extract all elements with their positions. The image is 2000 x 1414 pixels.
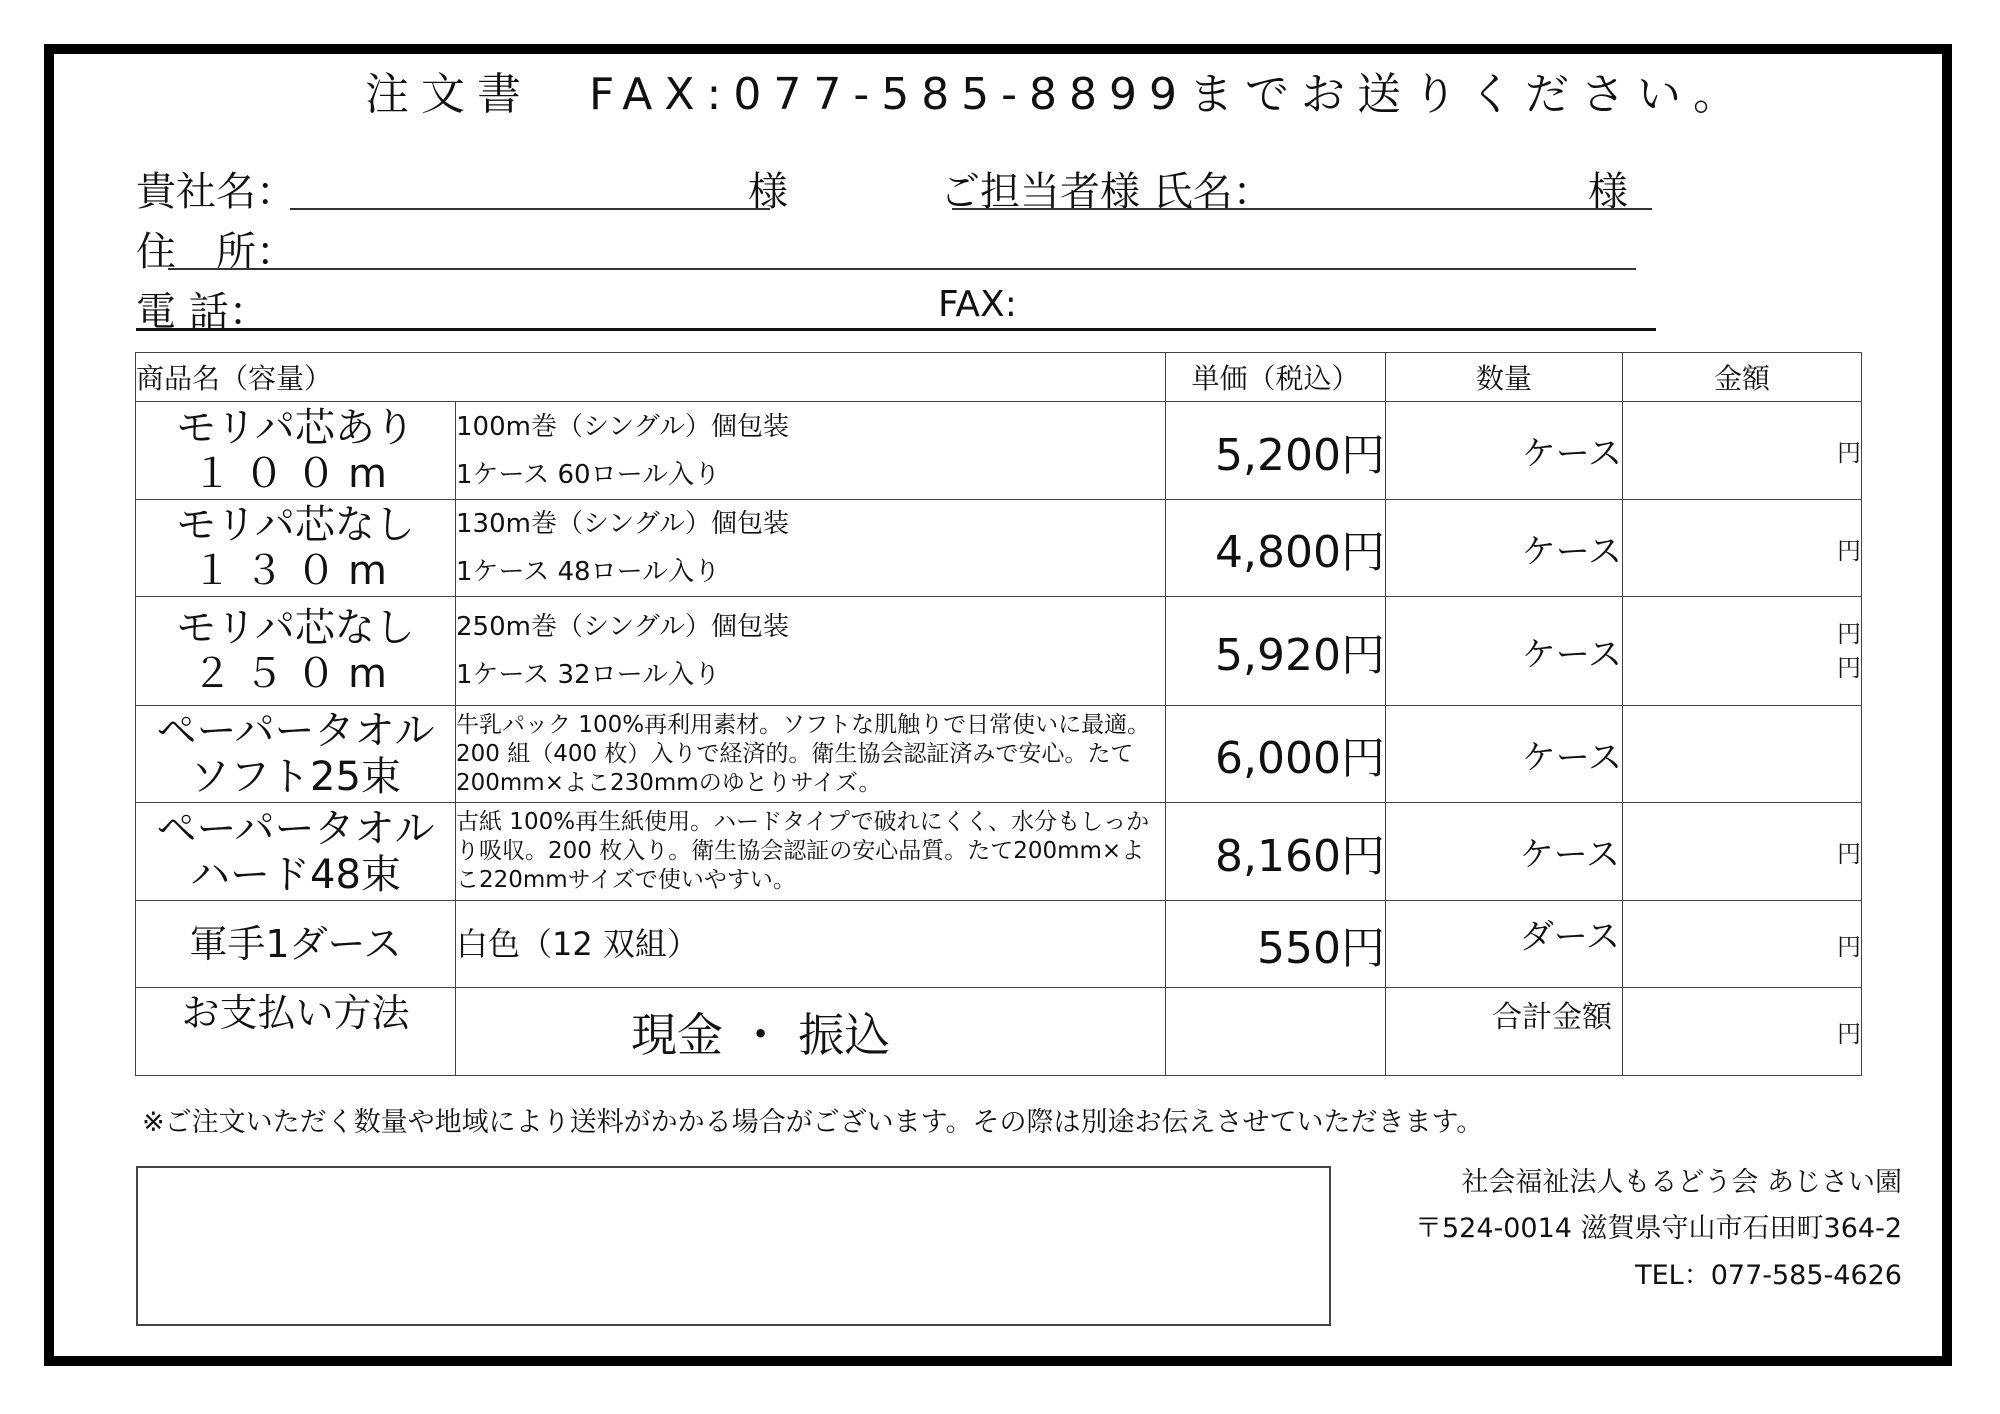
- table-row: [136, 900, 1862, 987]
- company-label: 貴社名：: [136, 169, 296, 215]
- amount-cell[interactable]: 円: [1623, 900, 1862, 987]
- total-amount-cell[interactable]: 円: [1623, 988, 1862, 1076]
- unit-price: 8,160円: [1166, 803, 1386, 901]
- product-name: モリパ芯あり １００m: [136, 402, 456, 500]
- unit-price: 550円: [1166, 900, 1386, 987]
- product-description: 白色（12 双組）: [456, 900, 1166, 987]
- quantity-cell[interactable]: ケース: [1386, 705, 1623, 803]
- header-amount: 金額: [1623, 353, 1862, 402]
- company-honorific: 様: [748, 169, 788, 215]
- header-unit-price: 単価（税込）: [1166, 353, 1386, 402]
- remarks-box[interactable]: [136, 1166, 1331, 1326]
- product-name: ペーパータオル ソフト25束: [136, 705, 456, 803]
- quantity-cell[interactable]: ケース: [1386, 499, 1623, 597]
- unit-price: 4,800円: [1166, 499, 1386, 597]
- amount-cell[interactable]: 円: [1623, 803, 1862, 901]
- phone-label: 電 話：: [136, 289, 269, 335]
- table-row: [136, 597, 1862, 706]
- contact-honorific: 様: [1588, 169, 1628, 215]
- contact-label: ご担当者様 氏名：: [940, 169, 1273, 215]
- organization-name: 社会福祉法人もるどう会 あじさい園: [1461, 1167, 1902, 1198]
- quantity-cell[interactable]: ダース: [1386, 900, 1623, 987]
- fax-label: FAX:: [938, 284, 1017, 325]
- quantity-cell[interactable]: ケース: [1386, 402, 1623, 500]
- order-table: [135, 352, 1862, 1076]
- product-description: 250m巻（シングル）個包装 1ケース 32ロール入り: [456, 597, 1166, 706]
- address-field[interactable]: [168, 268, 1636, 270]
- payment-options[interactable]: 現金 ・ 振込: [456, 988, 1166, 1076]
- table-row: [136, 803, 1862, 901]
- table-row: [136, 402, 1862, 500]
- amount-cell[interactable]: 円: [1623, 402, 1862, 500]
- product-name: モリパ芯なし ２５０m: [136, 597, 456, 706]
- amount-cell[interactable]: 円: [1623, 499, 1862, 597]
- contact-field[interactable]: [952, 208, 1652, 210]
- unit-price: 6,000円: [1166, 705, 1386, 803]
- product-description: 130m巻（シングル）個包装 1ケース 48ロール入り: [456, 499, 1166, 597]
- table-row: [136, 499, 1862, 597]
- payment-label: お支払い方法: [136, 988, 456, 1076]
- product-description: 牛乳パック 100%再利用素材。ソフトな肌触りで日常使いに最適。200 組（400 枚）入りで経済的。衛生協会認証済みで安心。たて200mm×よこ230mmのゆとりサイズ。: [456, 705, 1166, 803]
- table-header-row: [136, 353, 1862, 402]
- amount-cell[interactable]: 円 円: [1623, 597, 1862, 706]
- organization-tel: TEL：077-585-4626: [1635, 1260, 1902, 1291]
- shipping-note: ※ご注文いただく数量や地域により送料がかかる場合がございます。その際は別途お伝えさせていただきます。: [142, 1107, 1484, 1138]
- header-product: 商品名（容量）: [136, 353, 1166, 402]
- company-field[interactable]: [290, 208, 770, 210]
- table-row: [136, 705, 1862, 803]
- amount-cell[interactable]: [1623, 705, 1862, 803]
- form-title: 注文書 FAX:077-585-8899までお送りください。: [365, 69, 1750, 120]
- unit-price: 5,200円: [1166, 402, 1386, 500]
- organization-address: 〒524-0014 滋賀県守山市石田町364-2: [1414, 1213, 1902, 1244]
- quantity-cell[interactable]: ケース: [1386, 597, 1623, 706]
- product-name: ペーパータオル ハード48束: [136, 803, 456, 901]
- total-label: 合計金額: [1386, 988, 1623, 1076]
- payment-empty-cell: [1166, 988, 1386, 1076]
- address-label: 住 所：: [136, 229, 296, 275]
- header-quantity: 数量: [1386, 353, 1623, 402]
- product-description: 古紙 100%再生紙使用。ハードタイプで破れにくく、水分もしっかり吸収。200 枚入り。衛生協会認証の安心品質。たて200mm×よこ220mmサイズで使いやすい。: [456, 803, 1166, 901]
- quantity-cell[interactable]: ケース: [1386, 803, 1623, 901]
- product-name: 軍手1ダース: [136, 900, 456, 987]
- unit-price: 5,920円: [1166, 597, 1386, 706]
- product-description: 100m巻（シングル）個包装 1ケース 60ロール入り: [456, 402, 1166, 500]
- product-name: モリパ芯なし １３０m: [136, 499, 456, 597]
- phone-fax-field[interactable]: [136, 328, 1656, 331]
- payment-row: [136, 988, 1862, 1076]
